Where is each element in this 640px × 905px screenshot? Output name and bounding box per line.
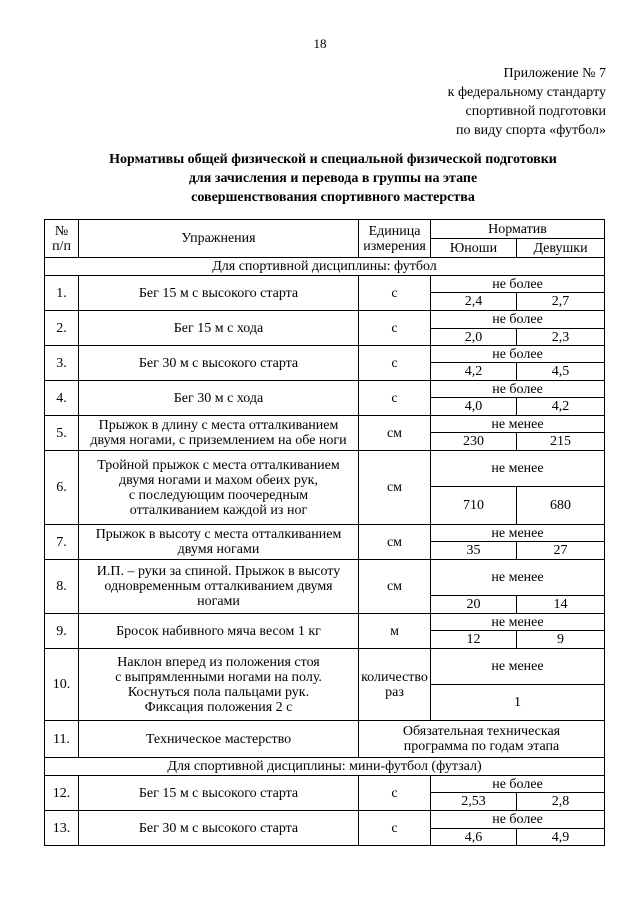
girls-value: 9 [517,631,605,649]
table-row [45,311,605,329]
row-number: 10. [45,649,79,721]
exercise-line: одновременным отталкиванием двумя [104,579,333,594]
row-number: 6. [45,451,79,525]
table-row [45,416,605,433]
appendix-header [448,64,606,140]
row-number: 4. [45,381,79,416]
table-row [45,649,605,685]
condition-cell: не менее [431,525,605,542]
title-line: для зачисления и перевода в группы на этапе [188,171,478,186]
condition-cell: не менее [431,451,605,487]
exercise-line: двумя ногами и махом обеих рук, [119,472,318,488]
appendix-line: Приложение № 7 [503,66,606,81]
exercise-line: Бег 15 м с высокого старта [138,785,299,801]
norms-table [44,219,605,846]
section-row [45,258,605,276]
section-minifootball: Для спортивной дисциплины: мини-футбол (футзал) [45,758,605,776]
exercise-line: Техническое мастерство [145,731,292,747]
exercise-cell [79,416,359,451]
row-number: 12. [45,776,79,811]
exercise-cell [79,346,359,381]
row-number: 7. [45,525,79,560]
header-unit-line: Единица [368,223,421,239]
boys-value: 2,0 [431,329,517,346]
row-number: 8. [45,560,79,614]
norm-text-line: программа по годам этапа [403,739,560,754]
exercise-line: с выпрямленными ногами на полу. [115,669,322,685]
girls-value: 215 [517,433,605,451]
exercise-cell [79,721,359,758]
exercise-line: Бег 30 м с высокого старта [138,355,299,371]
unit-cell [359,416,431,451]
row-number: 13. [45,811,79,846]
table-row [45,381,605,398]
value-cell: 1 [431,685,605,721]
row-number: 1. [45,276,79,311]
unit-line: с [391,285,398,301]
unit-line: с [391,320,398,336]
unit-cell [359,776,431,811]
unit-line: раз [385,684,404,700]
boys-value: 2,4 [431,293,517,311]
unit-cell [359,560,431,614]
boys-value: 2,53 [431,793,517,811]
boys-value: 12 [431,631,517,649]
rows-football [45,276,605,758]
appendix-line: по виду спорта «футбол» [455,123,606,138]
exercise-cell [79,811,359,846]
row-number: 5. [45,416,79,451]
exercise-line: И.П. – руки за спиной. Прыжок в высоту [96,564,341,579]
condition-cell: не более [431,811,605,829]
exercise-line: Фиксация положения 2 с [144,699,293,715]
norms-table-wrapper [44,219,605,846]
appendix-line: к федеральному стандарту [447,85,606,100]
document-title [0,150,640,207]
exercise-cell [79,276,359,311]
condition-cell: не более [431,346,605,363]
section-football: Для спортивной дисциплины: футбол [45,258,605,276]
header-unit-line: измерения [363,238,426,254]
exercise-cell [79,649,359,721]
exercise-cell [79,525,359,560]
condition-cell: не менее [431,649,605,685]
exercise-cell [79,776,359,811]
boys-value: 710 [431,487,517,525]
condition-cell: не менее [431,560,605,596]
title-line: совершенствования спортивного мастерства [191,190,475,205]
girls-value: 2,8 [517,793,605,811]
unit-line: с [391,355,398,371]
appendix-line: спортивной подготовки [465,104,606,119]
unit-cell [359,614,431,649]
exercise-line: Бег 30 м с хода [173,390,264,406]
unit-cell [359,346,431,381]
condition-cell: не менее [431,416,605,433]
exercise-cell [79,560,359,614]
section-row [45,758,605,776]
exercise-line: Бег 15 м с высокого старта [138,285,299,301]
exercise-line: Тройной прыжок с места отталкиванием [97,457,340,473]
unit-line: с [391,820,398,836]
header-no-line: п/п [52,238,71,254]
exercise-line: Бег 15 м с хода [173,320,264,336]
exercise-line: Наклон вперед из положения стоя [117,654,320,670]
table-row [45,811,605,829]
norm-text-cell [359,721,605,758]
exercise-cell [79,381,359,416]
unit-line: с [391,785,398,801]
girls-value: 4,5 [517,363,605,381]
header-norm: Норматив [431,220,605,239]
girls-value: 14 [517,596,605,614]
unit-cell [359,451,431,525]
exercise-cell [79,311,359,346]
unit-line: см [386,480,403,495]
unit-cell [359,381,431,416]
exercise-line: Прыжок в длину с места отталкиванием [98,418,339,433]
exercise-cell [79,614,359,649]
row-number: 3. [45,346,79,381]
exercise-line: ногами [197,594,240,609]
exercise-line: Бросок набивного мяча весом 1 кг [116,623,321,639]
girls-value: 27 [517,542,605,560]
rows-minifootball [45,776,605,846]
exercise-line: Бег 30 м с высокого старта [138,820,299,836]
header-no [45,220,79,258]
girls-value: 4,2 [517,398,605,416]
unit-line: количество [361,669,428,685]
header-row [45,220,605,239]
unit-cell [359,311,431,346]
title-line: Нормативы общей физической и специальной физической подготовки [109,152,557,167]
condition-cell: не более [431,776,605,793]
condition-cell: не более [431,311,605,329]
unit-line: см [386,579,403,594]
condition-cell: не более [431,381,605,398]
header-no-line: № [54,223,69,239]
exercise-line: с последующим поочередным [128,487,309,503]
header-unit [359,220,431,258]
boys-value: 20 [431,596,517,614]
page-number: 18 [313,36,327,51]
table-row [45,560,605,596]
unit-cell [359,525,431,560]
unit-cell [359,276,431,311]
row-number: 9. [45,614,79,649]
exercise-line: двумя ногами, с приземлением на обе ноги [90,433,347,448]
exercise-line: двумя ногами [177,542,260,557]
header-girls: Девушки [517,239,605,258]
girls-value: 2,7 [517,293,605,311]
table-row [45,776,605,793]
girls-value: 680 [517,487,605,525]
boys-value: 230 [431,433,517,451]
norm-text-line: Обязательная техническая [402,724,561,739]
condition-cell: не более [431,276,605,293]
unit-cell [359,649,431,721]
boys-value: 4,2 [431,363,517,381]
condition-cell: не менее [431,614,605,631]
unit-cell [359,811,431,846]
boys-value: 35 [431,542,517,560]
table-row [45,614,605,631]
header-exercise: Упражнения [79,220,359,258]
table-row [45,346,605,363]
table-row [45,276,605,293]
unit-line: см [386,534,403,550]
table-row [45,525,605,542]
row-number: 11. [45,721,79,758]
boys-value: 4,0 [431,398,517,416]
exercise-line: Коснуться пола пальцами рук. [127,684,310,700]
boys-value: 4,6 [431,829,517,846]
exercise-cell [79,451,359,525]
girls-value: 4,9 [517,829,605,846]
unit-line: м [390,623,399,639]
header-boys: Юноши [431,239,517,258]
row-number: 2. [45,311,79,346]
unit-line: см [386,425,403,441]
table-row [45,721,605,758]
girls-value: 2,3 [517,329,605,346]
exercise-line: Прыжок в высоту с места отталкиванием [95,527,342,542]
exercise-line: отталкиванием каждой из ног [129,502,308,518]
unit-line: с [391,390,398,406]
table-row [45,451,605,487]
